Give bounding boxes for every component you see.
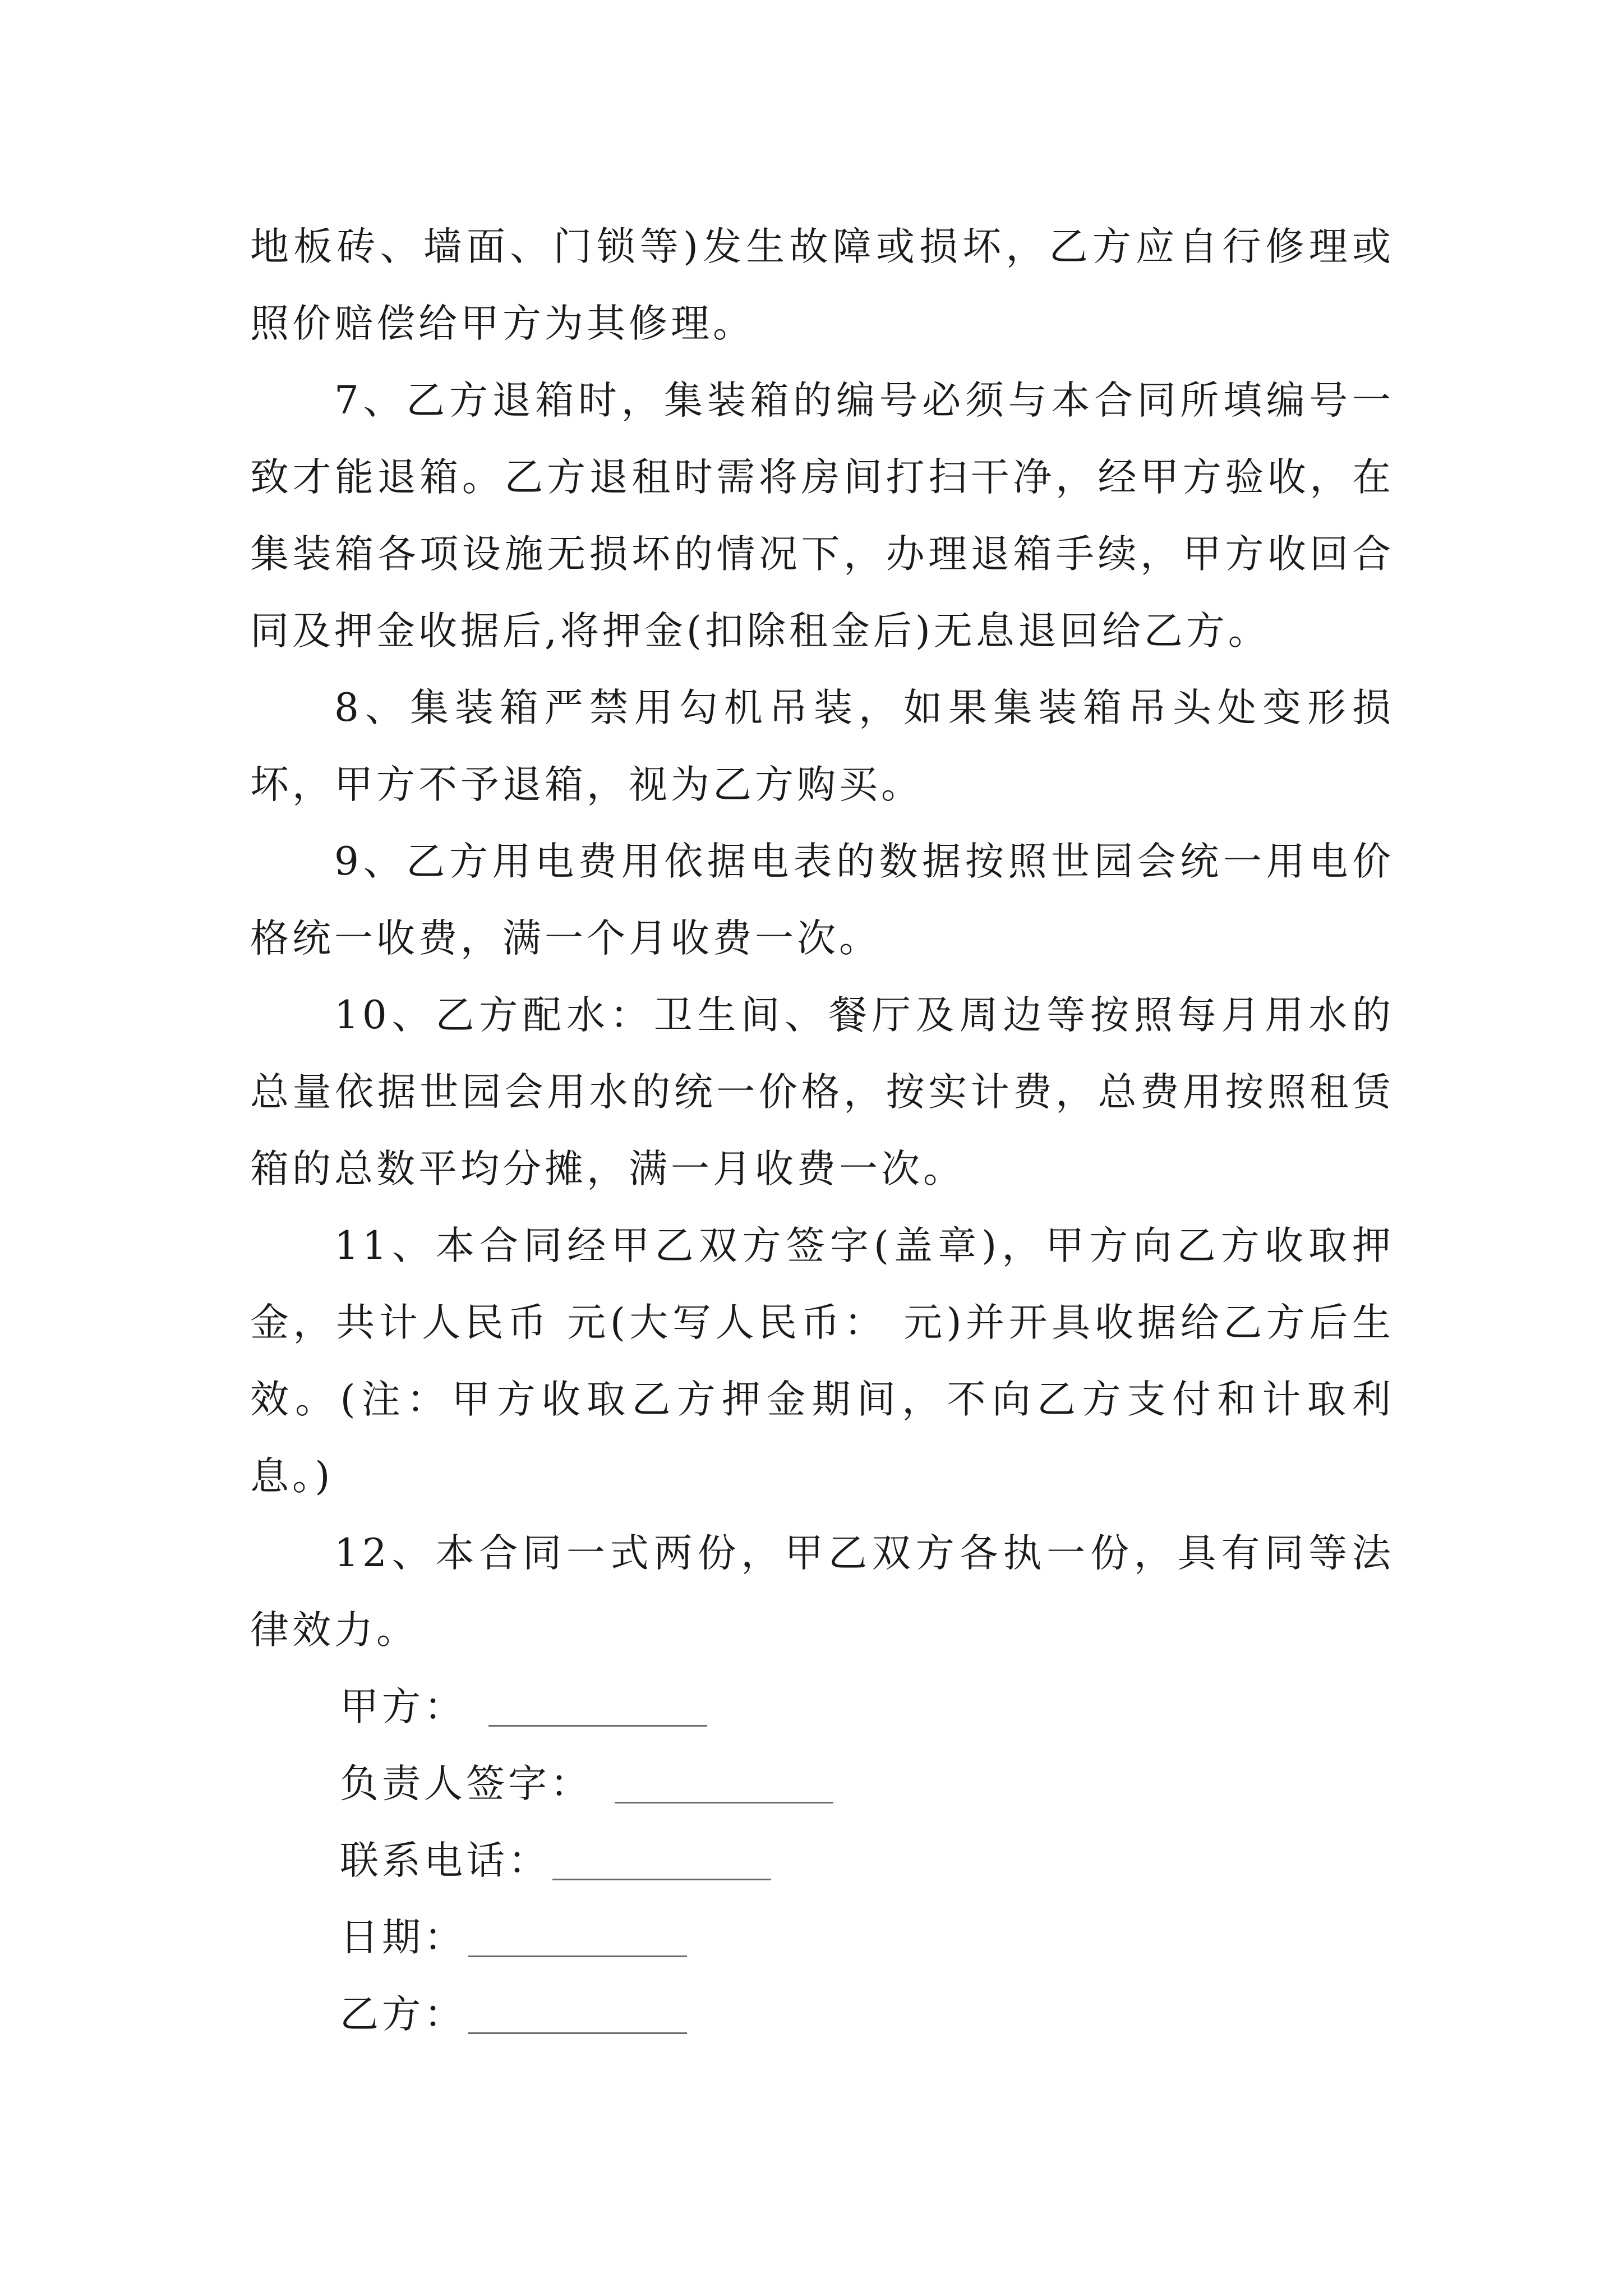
- party-b-blank[interactable]: [468, 1976, 687, 2034]
- signature-block: [250, 1669, 1394, 2053]
- date-label: 日期：: [340, 1915, 466, 1960]
- signature-line-phone: [250, 1823, 1394, 1899]
- party-a-label: 甲方：: [340, 1685, 466, 1729]
- signature-line-party-b: [250, 1976, 1394, 2053]
- paragraph-7: 7、乙方退箱时，集装箱的编号必须与本合同所填编号一致才能退箱。乙方退租时需将房间打扫干净，经甲方验收，在集装箱各项设施无损坏的情况下，办理退箱手续，甲方收回合同及押金收据后,将押金(扣除租金后)无息退回给乙方。: [250, 378, 1394, 654]
- responsible-blank[interactable]: [615, 1746, 833, 1803]
- paragraph-11: 11、本合同经甲乙双方签字(盖章)，甲方向乙方收取押金，共计人民币 元(大写人民币： 元)并开具收据给乙方后生效。(注：甲方收取乙方押金期间，不向乙方支付和计取利息。): [250, 1223, 1394, 1499]
- paragraph-6-tail: 地板砖、墙面、门锁等)发生故障或损坏，乙方应自行修理或照价赔偿给甲方为其修理。: [250, 224, 1394, 346]
- paragraph-8: 8、集装箱严禁用勾机吊装，如果集装箱吊头处变形损坏，甲方不予退箱，视为乙方购买。: [250, 685, 1394, 807]
- signature-line-date: [250, 1899, 1394, 1976]
- signature-line-party-a: [250, 1669, 1394, 1746]
- document-body: [250, 209, 1394, 2053]
- phone-blank[interactable]: [552, 1823, 771, 1880]
- party-a-blank[interactable]: [488, 1669, 707, 1727]
- signature-line-responsible: [250, 1746, 1394, 1823]
- date-blank[interactable]: [468, 1899, 687, 1957]
- party-b-label: 乙方：: [340, 1992, 466, 2037]
- paragraph-9: 9、乙方用电费用依据电表的数据按照世园会统一用电价格统一收费，满一个月收费一次。: [250, 839, 1394, 961]
- paragraph-12: 12、本合同一式两份，甲乙双方各执一份，具有同等法律效力。: [250, 1531, 1394, 1653]
- responsible-label: 负责人签字：: [340, 1761, 592, 1806]
- phone-label: 联系电话：: [340, 1838, 550, 1883]
- paragraph-10: 10、乙方配水：卫生间、餐厅及周边等按照每月用水的总量依据世园会用水的统一价格，按实计费，总费用按照租赁箱的总数平均分摊，满一月收费一次。: [250, 993, 1394, 1191]
